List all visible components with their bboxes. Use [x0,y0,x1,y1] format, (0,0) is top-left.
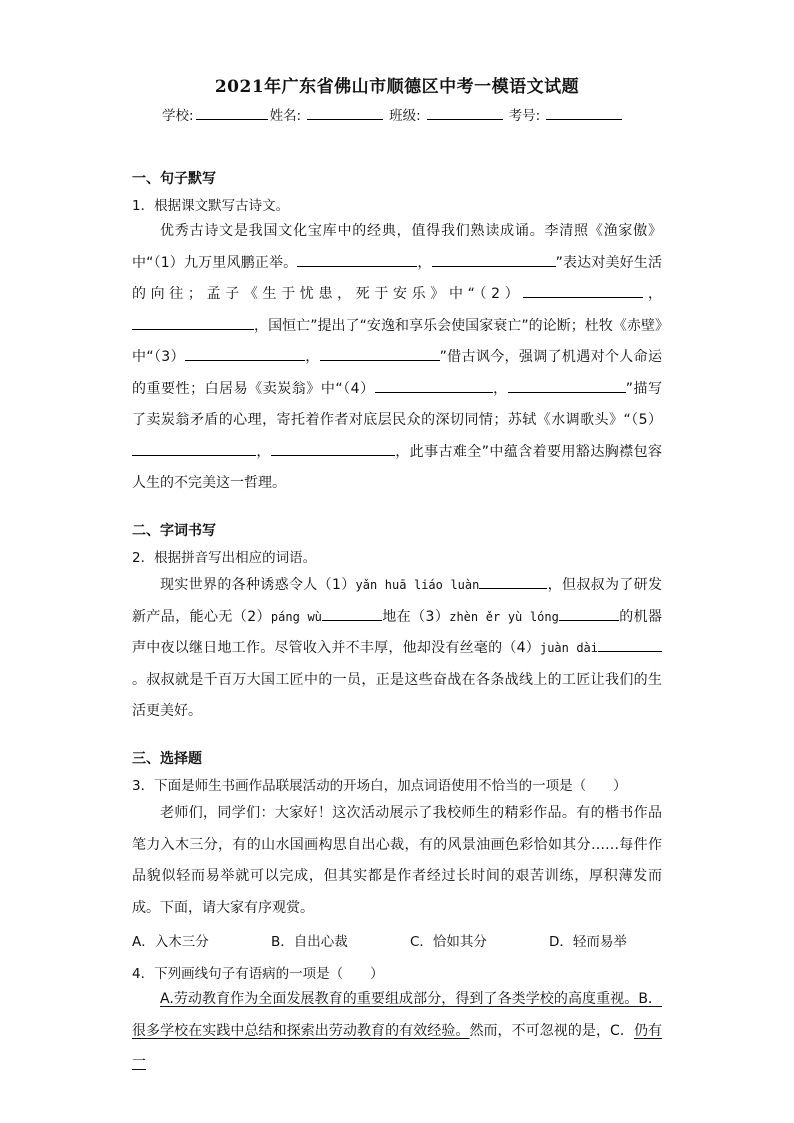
school-label: 学校: [162,108,194,124]
class-blank[interactable] [427,105,503,120]
pinyin-2: páng wù [270,609,322,624]
passage-text: 现实世界的各种诱惑令人（1） [160,577,356,593]
passage-text: 优秀古诗文是我国文化宝库中的经典，值得我们熟读成诵。李清照《渔家傲》中“（1）九万里风鹏正举。 [132,223,662,271]
answer-blank-2a[interactable] [523,281,643,298]
underlined-sentence-c: 仍有一 [132,1022,662,1070]
answer-blank-4a[interactable] [375,376,493,393]
question-1: 1．根据课文默写古诗文。 [132,198,290,214]
number-label: 考号: [508,108,541,124]
answer-blank-3b[interactable] [320,344,440,361]
option-c[interactable]: C．恰如其分 [410,934,487,950]
answer-blank-2b[interactable] [132,313,254,330]
answer-blank-py4[interactable] [598,635,662,652]
section-2-heading: 二、字词书写 [132,523,216,539]
answer-blank-3a[interactable] [185,344,305,361]
passage-text: ， [256,443,271,460]
passage-text: ”描写了卖炭翁矛盾的心理，寄托着作者对底层民众的深切同情；苏轼《水调歌头》“（5） [132,380,662,428]
answer-blank-5b[interactable] [271,439,395,456]
section-3-heading: 三、选择题 [132,751,202,767]
passage-text: ”表达对美好生活的向往；孟子《生于忧患，死于安乐》中“（2） [132,254,662,302]
pinyin-3: zhèn ěr yù lóng [449,609,559,624]
passage-text: ，国恒亡”提出了“安逸和享乐会使国家衰亡”的论断；杜牧《赤壁》中“（3） [132,317,662,365]
question-4: 4．下列画线句子有语病的一项是（ ） [132,966,384,982]
student-info-line [162,104,624,124]
passage-text: 的机器声中夜以继日地工作。尽管收入并不丰厚，他却没有丝毫的（4） [132,608,662,656]
section-1-heading: 一、句子默写 [132,171,216,187]
underlined-sentence-b: B．很多学校在实践中总结和探索出劳动教育的有效经验。 [132,991,663,1039]
answer-blank-5a[interactable] [132,439,256,456]
passage-text: ，但叔叔为了研发新产品，能心无（2） [132,577,662,625]
passage-text: 。叔叔就是千百万大国工匠中的一员，正是这些奋战在各条战线上的工匠让我们的生活更美好。 [132,671,662,719]
passage-text: ， [417,254,432,271]
question-3: 3．下面是师生书画作品联展活动的开场白，加点词语使用不恰当的一项是（ ） [132,778,627,794]
number-blank[interactable] [546,105,622,120]
option-a[interactable]: A．入木三分 [132,934,209,950]
school-blank[interactable] [196,105,268,120]
passage-text: ”借古讽今，强调了机遇对个人命运的重要性；白居易《卖炭翁》中“（4） [132,349,662,397]
underlined-sentence-a: A.劳动教育作为全面发展教育的重要组成部分，得到了各类学校的高度重视。 [160,991,639,1007]
pinyin-4: juàn dài [539,641,599,655]
answer-blank-py3[interactable] [559,604,619,621]
question-4-passage [132,984,662,1079]
passage-text: ，此事古难全”中蕴含着要用豁达胸襟包容人生的不完美这一哲理。 [132,443,662,491]
name-label: 姓名: [269,108,302,124]
passage-text: ， [304,349,320,365]
question-3-options [132,930,688,950]
answer-blank-1b[interactable] [432,250,556,267]
option-b[interactable]: B．自出心裁 [271,934,348,950]
question-2: 2．根据拼音写出相应的词语。 [132,550,317,566]
answer-blank-1a[interactable] [297,250,417,267]
document-title: 2021年广东省佛山市顺德区中考一模语文试题 [214,77,580,97]
question-2-passage [132,570,662,728]
question-1-passage [132,216,662,500]
answer-blank-py1[interactable] [479,572,547,589]
option-d[interactable]: D．轻而易举 [549,934,627,950]
pinyin-1: yǎn huā liáo luàn [355,578,480,592]
class-label: 班级: [389,108,421,124]
answer-blank-py2[interactable] [322,604,382,621]
question-3-passage: 老师们，同学们：大家好！这次活动展示了我校师生的精彩作品。有的楷书作品笔力入木三分，有的山水国画构思自出心裁，有的风景油画色彩恰如其分……每件作品貌似轻而易举就可以完成，但其实都是作者经过长时间的艰苦训练，厚积薄发而成。下面，请大家有序观赏。 [132,805,662,916]
passage-text: ， [492,380,508,397]
passage-text: 然而，不可忽视的是，C． [469,1022,634,1039]
answer-blank-4b[interactable] [508,376,626,393]
name-blank[interactable] [307,105,383,120]
passage-text: 地在（3） [381,608,450,625]
passage-text: ， [643,286,662,302]
